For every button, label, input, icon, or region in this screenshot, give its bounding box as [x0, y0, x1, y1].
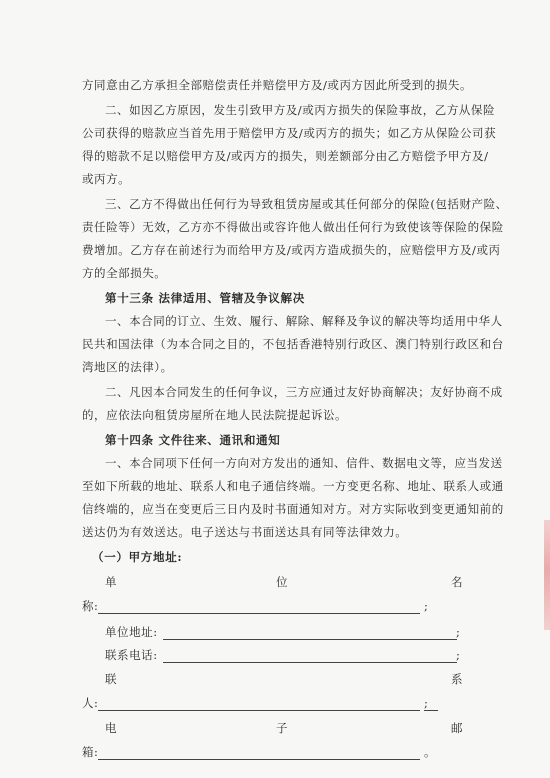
- article-14-heading: 第十四条 文件往来、通讯和通知: [105, 433, 281, 447]
- paragraph-line: 二、凡因本合同发生的任何争议，三方应通过友好协商解决；友好协商不成: [105, 385, 503, 399]
- field-label: 联系电话:: [105, 648, 158, 662]
- paragraph-line: 公司获得的赔款应当首先用于赔偿甲方及/或丙方的损失；如乙方从保险公司获: [82, 126, 497, 140]
- field-semicolon: ;: [456, 648, 461, 662]
- paragraph-line: 二、如因乙方原因，发生引致甲方及/或丙方损失的保险事故，乙方从保险: [105, 103, 496, 117]
- paragraph-line: 责任险等）无效，乙方亦不得做出或容许他人做出任何行为致使该等保险的保险: [82, 220, 504, 234]
- paragraph-line: 至如下所载的地址、联系人和电子通信终端。一方变更名称、地址、联系人或通: [82, 479, 504, 493]
- paragraph-line: 送达仍为有效送达。电子送达与书面送达具有同等法律效力。: [82, 525, 408, 539]
- field-label-char: 电: [105, 721, 118, 735]
- paragraph-line: 得的赔款不足以赔偿甲方及/或丙方的损失，则差额部分由乙方赔偿予甲方及/: [82, 149, 489, 163]
- contact-person-blank-tail: [424, 710, 438, 711]
- paragraph-line: 三、乙方不得做出任何行为导致租赁房屋或其任何部分的保险(包括财产险、: [105, 197, 508, 211]
- company-name-blank[interactable]: [98, 613, 420, 614]
- field-label-char: 单: [105, 575, 118, 589]
- field-label: 箱:: [82, 745, 99, 759]
- field-semicolon: ;: [424, 599, 429, 613]
- paragraph-line: 一、本合同项下任何一方向对方发出的通知、信件、数据电文等，应当发送: [105, 456, 503, 470]
- field-semicolon: ;: [456, 625, 461, 639]
- email-blank[interactable]: [98, 759, 420, 760]
- paragraph-line: 一、本合同的订立、生效、履行、解除、解释及争议的解决等均适用中华人: [105, 314, 503, 328]
- paragraph-line: 方的全部损失。: [82, 266, 167, 280]
- seal-edge-mark: [544, 520, 550, 630]
- company-address-blank[interactable]: [163, 639, 457, 640]
- field-label: 单位地址:: [105, 625, 158, 639]
- field-label-char: 邮: [451, 721, 464, 735]
- contact-person-blank[interactable]: [98, 710, 420, 711]
- field-label-char: 位: [276, 575, 289, 589]
- field-semicolon: ;: [424, 696, 429, 710]
- field-label: 人:: [82, 696, 99, 710]
- paragraph-line: 信终端的，应当在变更后三日内及时书面通知对方。对方实际收到变更通知前的: [82, 502, 504, 516]
- paragraph-line: 或丙方。: [82, 172, 131, 186]
- paragraph-line: 湾地区的法律）。: [82, 360, 173, 374]
- field-label: 称:: [82, 599, 99, 613]
- field-label-char: 名: [451, 575, 464, 589]
- article-13-heading: 第十三条 法律适用、管辖及争议解决: [105, 291, 305, 305]
- paragraph-line: 民共和国法律（为本合同之目的，不包括香港特别行政区、澳门特别行政区和台: [82, 337, 504, 351]
- paragraph-line: 方同意由乙方承担全部赔偿责任并赔偿甲方及/或丙方因此所受到的损失。: [82, 78, 473, 92]
- contact-phone-blank[interactable]: [163, 662, 457, 663]
- field-label-char: 系: [451, 672, 464, 686]
- party-a-heading: （一）甲方地址:: [92, 550, 183, 564]
- paragraph-line: 费增加。乙方存在前述行为而给甲方及/或丙方造成损失的，应赔偿甲方及/或丙: [82, 243, 501, 257]
- field-label-char: 联: [105, 672, 118, 686]
- field-period: 。: [424, 745, 437, 759]
- field-label-char: 子: [276, 721, 289, 735]
- paragraph-line: 的，应依法向租赁房屋所在地人民法院提起诉讼。: [82, 408, 348, 422]
